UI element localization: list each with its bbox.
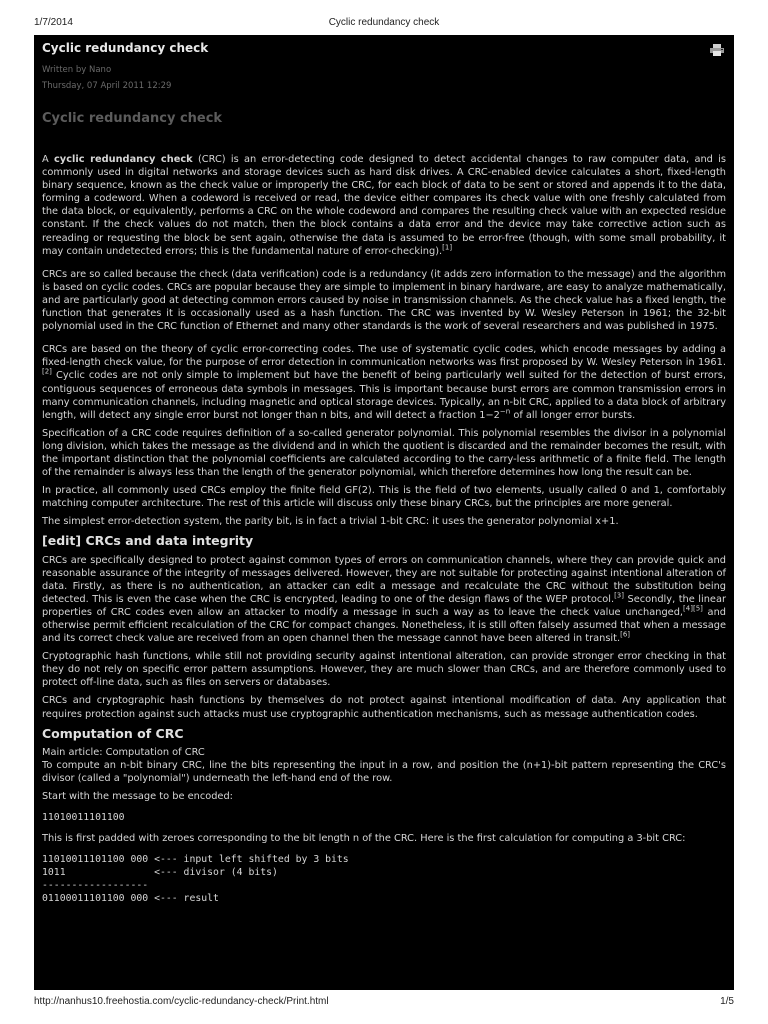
term-bold: cyclic redundancy check [54,154,193,165]
article-title: Cyclic redundancy check [42,41,209,55]
source-url: http://nanhus10.freehostia.com/cyclic-redundancy-check/Print.html [34,996,329,1007]
reference-link[interactable]: [3] [614,591,624,600]
article-author: Written by Nano [42,65,112,75]
paragraph: To compute an n-bit binary CRC, line the bits representing the input in a row, and position the (n+1)-bit pattern representing the CRC's divisor (called a "polynomial") underneath the left-hand end of the row. [42,759,726,784]
page-number: 1/5 [720,996,734,1007]
section-heading-computation: Computation of CRC [42,725,184,741]
paragraph: This is first padded with zeroes corresponding to the bit length n of the CRC. Here is the first calculation for computing a 3-bit CRC: [42,833,686,845]
paragraph: The simplest error-detection system, the parity bit, is in fact a trivial 1-bit CRC: it uses the generator polynomial x+1. [42,516,619,528]
reference-link[interactable]: [1] [442,243,453,252]
print-footer [34,996,734,1010]
calc-line: 01100011101100 000 <--- result [42,893,219,905]
article-panel [34,35,734,990]
paragraph: Cryptographic hash functions, while still not providing security against intentional alteration, can provide stronger error checking in that they do not rely on specific error pattern assumptions. However, they are much slower than CRCs, and are therefore commonly used to protect off-line data, such as files on servers or databases. [42,651,726,689]
paragraph: CRCs are based on the theory of cyclic error-correcting codes. The use of systematic cyclic codes, which encode messages by adding a fixed-length check value, for the purpose of error detection in communication networks was first proposed by W. Wesley Peterson in 1961.[2] Cyclic codes are not only simple to implement but have the benefit of being particularly well suited for the detection of burst errors, contiguous sequences of erroneous data symbols in messages. This is important because burst errors are common transmission errors in many communication channels, including magnetic and optical storage devices. Typically, an n-bit CRC, applied to a data block of arbitrary length, will detect any single error burst not longer than n bits, and will detect a fraction $1-2^{-n}$ of all longer error bursts. [42,344,726,421]
paragraph: CRCs are so called because the check (data verification) code is a redundancy (it adds zero information to the message) and the algorithm is based on cyclic codes. CRCs are popular because they are simple to implement in binary hardware, are easy to analyze mathematically, and are particularly good at detecting common errors caused by noise in transmission channels. As the check value has a fixed length, the function that generates it is occasionally used as a hash function. The CRC was invented by W. Wesley Peterson in 1961; the 32-bit polynomial used in the CRC function of Ethernet and many other standards is the work of several researchers and was published in 1975. [42,268,726,333]
reference-link[interactable]: [4][5] [683,604,703,613]
calc-line: 1011 <--- divisor (4 bits) [42,867,278,879]
reference-link[interactable]: [6] [620,630,631,639]
paragraph: Start with the message to be encoded: [42,791,233,803]
calc-line: 11010011101100 000 <--- input left shifted by 3 bits [42,854,349,866]
article-heading: Cyclic redundancy check [42,111,223,126]
print-date: 1/7/2014 [34,17,73,28]
article-date: Thursday, 07 April 2011 12:29 [42,81,172,91]
calc-line: ------------------ [42,880,149,892]
article-body [42,153,726,913]
message-bits: 11010011101100 [42,812,125,824]
print-page-title: Cyclic redundancy check [328,17,440,28]
main-article-note: Main article: Computation of CRC [42,746,205,758]
paragraph-intro: A cyclic redundancy check (CRC) is an error-detecting code designed to detect accidental changes to raw computer data, and is commonly used in digital networks and storage devices such as hard disk drives. A CRC-enabled device calculates a short, fixed-length binary sequence, known as the check value or improperly the CRC, for each block of data to be sent or stored and appends it to the data, forming a codeword. When a codeword is received or read, the device either compares its check value with one freshly calculated from the data block, or equivalently, performs a CRC on the whole codeword and compares the resulting check value with an expected residue constant. If the check values do not match, then the block contains a data error and the device may take corrective action such as rereading or requesting the block be sent again, otherwise the data is assumed to be error-free (though, with some small probability, it may contain undetected errors; this is the fundamental nature of error-checking).[1] [42,154,726,257]
section-heading-integrity: [edit] CRCs and data integrity [42,533,254,549]
crc-calculation [42,853,726,905]
paragraph: In practice, all commonly used CRCs employ the finite field GF(2). This is the field of two elements, usually called 0 and 1, comfortably matching computer architecture. The rest of this article will discuss only these binary CRCs, but the principles are more general. [42,485,726,510]
print-header [34,17,734,31]
paragraph: CRCs are specifically designed to protect against common types of errors on communication channels, where they can provide quick and reasonable assurance of the integrity of messages delivered. However, they are not suitable for protecting against intentional alteration of data. Firstly, as there is no authentication, an attacker can edit a message and recalculate the CRC without the substitution being detected. This is even the case when the CRC is encrypted, leading to one of the design flaws of the WEP protocol.[3] Secondly, the linear properties of CRC codes even allow an attacker to modify a message in such a way as to leave the check value unchanged,[4][5] and otherwise permit efficient recalculation of the CRC for compact changes. Nonetheless, it is still often falsely assumed that when a message and its correct check value are received from an open channel then the message cannot have been altered in transit.[6] [42,554,726,645]
paragraph: CRCs and cryptographic hash functions by themselves do not protect against intentional modification of data. Any application that requires protection against such attacks must use cryptographic authentication mechanisms, such as message authentication codes. [42,695,726,720]
printer-icon[interactable] [710,41,724,53]
reference-link[interactable]: [2] [42,368,52,377]
paragraph: Specification of a CRC code requires definition of a so-called generator polynomial. This polynomial resembles the divisor in a polynomial long division, which takes the message as the dividend and in which the quotient is discarded and the remainder becomes the result, with the important distinction that the polynomial coefficients are calculated according to the carry-less arithmetic of a finite field. The length of the remainder is always less than the length of the generator polynomial, which therefore determines how long the result can be. [42,427,726,479]
